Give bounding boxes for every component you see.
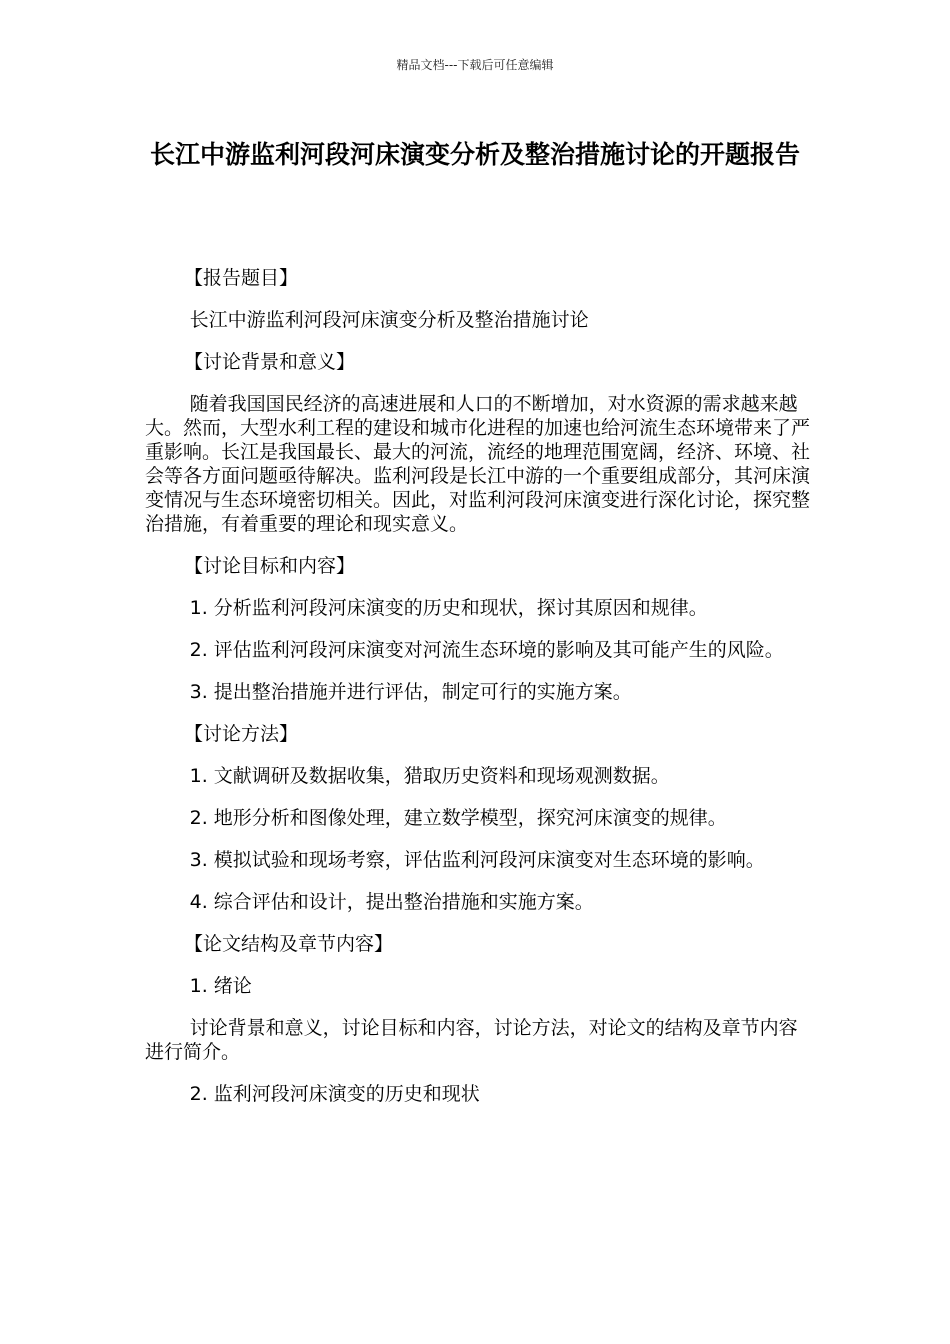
method-item: 3. 模拟试验和现场考察，评估监利河段河床演变对生态环境的影响。 [189,849,765,871]
section-heading: 【报告题目】 [183,267,298,289]
method-item: 2. 地形分析和图像处理，建立数学模型，探究河床演变的规律。 [189,807,727,829]
document-body [145,266,810,1124]
objective-item: 2. 评估监利河段河床演变对河流生态环境的影响及其可能产生的风险。 [189,639,784,661]
method-item: 1. 文献调研及数据收集，猎取历史资料和现场观测数据。 [189,765,670,787]
background-paragraph: 随着我国国民经济的高速进展和人口的不断增加，对水资源的需求越来越大。然而，大型水利工程的建设和城市化进程的加速也给河流生态环境带来了严重影响。长江是我国最长、最大的河流，流经的地理范围宽阔，经济、环境、社会等各方面问题亟待解决。监利河段是长江中游的一个重要组成部分，其河床演变情况与生态环境密切相关。因此，对监利河段河床演变进行深化讨论，探究整治措施，有着重要的理论和现实意义。 [145,393,811,535]
objective-item: 1. 分析监利河段河床演变的历史和现状，探讨其原因和规律。 [189,597,708,619]
objective-item: 3. 提出整治措施并进行评估，制定可行的实施方案。 [189,681,632,703]
report-topic: 长江中游监利河段河床演变分析及整治措施讨论 [189,309,589,331]
section-heading: 【论文结构及章节内容】 [183,933,393,955]
section-heading: 【讨论目标和内容】 [183,555,355,577]
document-title: 长江中游监利河段河床演变分析及整治措施讨论的开题报告 [149,140,800,169]
section-heading: 【讨论背景和意义】 [183,351,355,373]
chapter-description: 讨论背景和意义，讨论目标和内容，讨论方法，对论文的结构及章节内容进行简介。 [145,1017,798,1063]
page-header: 精品文档---下载后可任意编辑 [396,58,554,72]
chapter-title: 2. 监利河段河床演变的历史和现状 [189,1083,480,1105]
chapter-title: 1. 绪论 [189,975,252,997]
method-item: 4. 综合评估和设计，提出整治措施和实施方案。 [189,891,594,913]
section-heading: 【讨论方法】 [183,723,298,745]
